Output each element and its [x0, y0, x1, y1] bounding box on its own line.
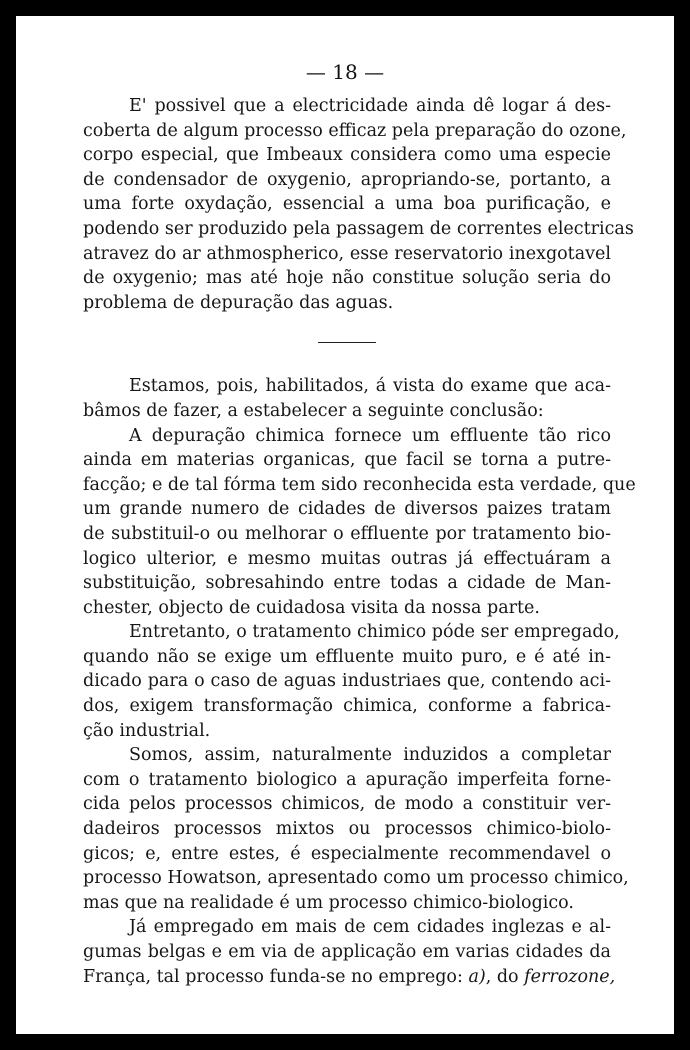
text-run: França, tal processo funda-se no emprego:	[83, 966, 469, 987]
text-line: coberta de algum processo efficaz pela preparação do ozone,	[83, 120, 627, 141]
paragraph-conclusion-intro	[83, 374, 611, 423]
text-line: quando não se exige um effluente muito puro, e é até in-	[83, 646, 611, 667]
text-line: ção industrial.	[83, 720, 211, 741]
text-line: processo Howatson, apresentado como um processo chimico,	[83, 868, 629, 889]
section-divider	[318, 342, 376, 343]
text-line: corpo especial, que Imbeaux considera como uma especie	[83, 145, 611, 166]
text-line: gicos; e, entre estes, é especialmente recommendavel o	[83, 843, 611, 864]
text-line: Já empregado em mais de cem cidades inglezas e al-	[129, 917, 611, 938]
text-line: Estamos, pois, habilitados, á vista do exame que aca-	[129, 376, 611, 397]
text-line: chester, objecto de cuidadosa visita da nossa parte.	[83, 597, 540, 618]
text-line: ainda em materias organicas, que facil se torna a putre-	[83, 450, 611, 471]
text-line: substituição, sobresahindo entre todas a cidade de Man-	[83, 573, 611, 594]
text-line: com o tratamento biologico a apuração imperfeita forne-	[83, 769, 611, 790]
text-line: Entretanto, o tratamento chimico póde ser empregado,	[129, 622, 620, 643]
text-line: de substituil-o ou melhorar o effluente por tratamento bio-	[83, 523, 611, 544]
book-page	[16, 16, 674, 1034]
text-line: dadeiros processos mixtos ou processos chimico-biolo-	[83, 819, 611, 840]
italic-term-ferrozone: ferrozone,	[524, 966, 616, 987]
text-line: gumas belgas e em via de applicação em varias cidades da	[83, 942, 611, 962]
text-line: de oxygenio; mas até hoje não constitue solução seria do	[83, 268, 611, 289]
body-text	[83, 94, 636, 989]
text-line: cida pelos processos chimicos, de modo a constituir ver-	[83, 794, 611, 815]
text-line: logico ulterior, e mesmo muitas outras já effectuáram a	[83, 548, 611, 569]
text-line: de condensador de oxygenio, apropriando-se, portanto, a	[83, 169, 611, 190]
text-line: uma forte oxydação, essencial a uma boa purificação, e	[83, 194, 611, 215]
text-line-final	[83, 965, 616, 990]
text-line: um grande numero de cidades de diversos paizes tratam	[83, 499, 611, 520]
text-line: mas que na realidade é um processo chimico-biologico.	[83, 892, 574, 913]
paragraph-industrial-waters	[83, 620, 620, 743]
page-number: — 18 —	[305, 60, 385, 84]
text-line: Somos, assim, naturalmente induzidos a completar	[129, 745, 611, 766]
text-line: problema de depuração das aguas.	[83, 292, 394, 313]
paragraph-ozone	[83, 94, 634, 315]
paragraph-mixed-processes	[83, 743, 629, 915]
italic-item-marker: a)	[468, 966, 486, 987]
text-line: podendo ser produzido pela passagem de correntes electricas	[83, 218, 634, 239]
paragraph-chemical-depuration	[83, 424, 636, 621]
text-run: , do	[485, 966, 525, 987]
text-line: E' possivel que a electricidade ainda dê logar á des-	[129, 96, 611, 116]
text-line: A depuração chimica fornece um effluente tão rico	[129, 425, 611, 446]
text-line: dicado para o caso de aguas industriaes que, contendo aci-	[83, 671, 611, 692]
text-line: facção; e de tal fórma tem sido reconhecida esta verdade, que	[83, 474, 636, 495]
text-line: atravez do ar athmospherico, esse reservatorio inexgotavel	[83, 243, 611, 264]
text-line: dos, exigem transformação chimica, conforme a fabrica-	[83, 696, 611, 717]
paragraph-howatson	[83, 915, 616, 989]
text-line: bâmos de fazer, a estabelecer a seguinte conclusão:	[83, 400, 544, 421]
